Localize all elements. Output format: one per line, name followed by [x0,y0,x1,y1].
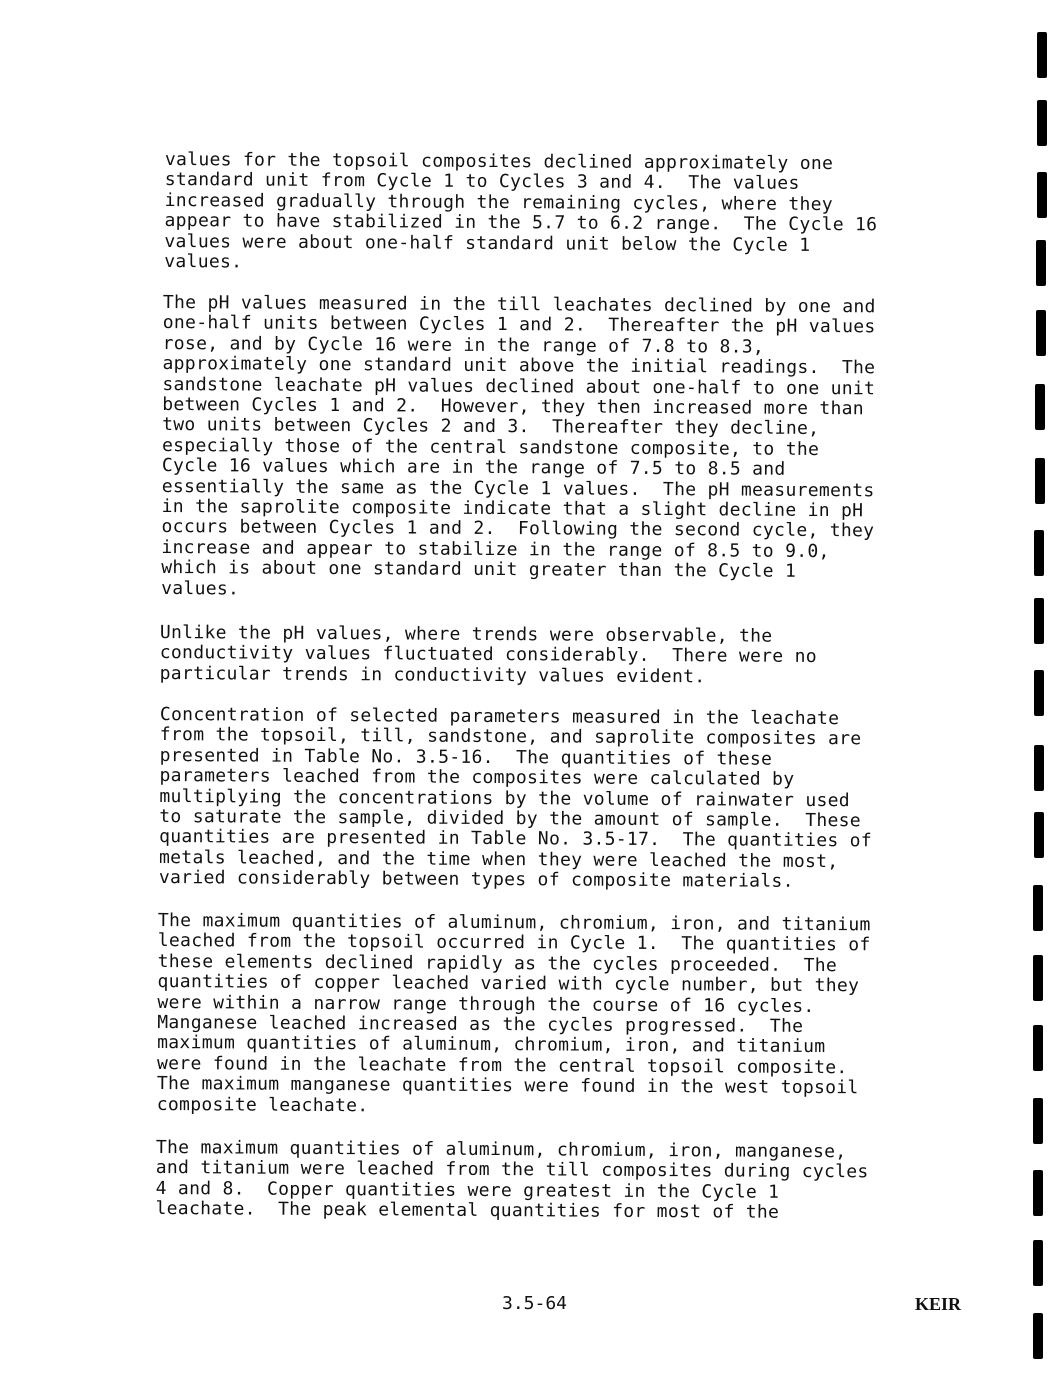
paragraph-till-sandstone-saprolite-ph: The pH values measured in the till leachates declined by one and one-half units between Cycles 1 and 2. Thereafter the pH values rose, and by Cycle 16 were in the range of 7.8 to 8.3, approximately one standard unit above the initial readings. The sandstone leachate pH values declined about one-half to one unit between Cycles 1 and 2. However, they then increased more than two units between Cycles 2 and 3. Thereafter they decline, especially those of the central sandstone composite, to the Cycle 16 values which are in the range of 7.5 to 8.5 and essentially the same as the Cycle 1 values. The pH measurements in the saprolite composite indicate that a slight decline in pH occurs between Cycles 1 and 2. Following the second cycle, they increase and appear to stabilize in the range of 8.5 to 9.0, which is about one standard unit greater than the Cycle 1 values. [161,292,876,600]
paragraph-conductivity: Unlike the pH values, where trends were observable, the conductivity values fluctuated considerably. There were no particular trends in conductivity values evident. [159,622,817,688]
paragraph-concentrations: Concentration of selected parameters measured in the leachate from the topsoil, till, sandstone, and saprolite composites are presented in Table No. 3.5-16. The quantities of these parameters leached from the composites were calculated by multiplying the concentrations by the volume of rainwater used to saturate the sample, divided by the amount of sample. These quantities are presented in Table No. 3.5-17. The quantities of metals leached, and the time when they were leached the most, varied considerably between types of composite materials. [158,704,873,893]
paragraph-topsoil-metals: The maximum quantities of aluminum, chromium, iron, and titanium leached from the topsoil occurred in Cycle 1. The quantities of these elements declined rapidly as the cycles proceeded. The quantities of copper leached varied with cycle number, but they were within a narrow range through the course of 16 cycles. Manganese leached increased as the cycles progressed. The maximum quantities of aluminum, chromium, iron, and titanium were found in the leachate from the central topsoil composite. The maximum manganese quantities were found in the west topsoil composite leachate. [156,910,871,1116]
footer-mark: KEIR [915,1294,962,1314]
page-number: 3.5-64 [502,1293,568,1314]
paragraph-topsoil-ph: values for the topsoil composites declined approximately one standard unit from Cycle 1 to Cycles 3 and 4. The values increased gradually through the remaining cycles, where they appear to have stabilized in the 5.7 to 6.2 range. The Cycle 16 values were about one-half standard unit below the Cycle 1 values. [164,149,878,273]
paragraph-till-metals: The maximum quantities of aluminum, chromium, iron, manganese, and titanium were leached from the till composites during cycles 4 and 8. Copper quantities were greatest in the Cycle 1 leachate. The peak elemental quantities for most of the [155,1137,869,1224]
